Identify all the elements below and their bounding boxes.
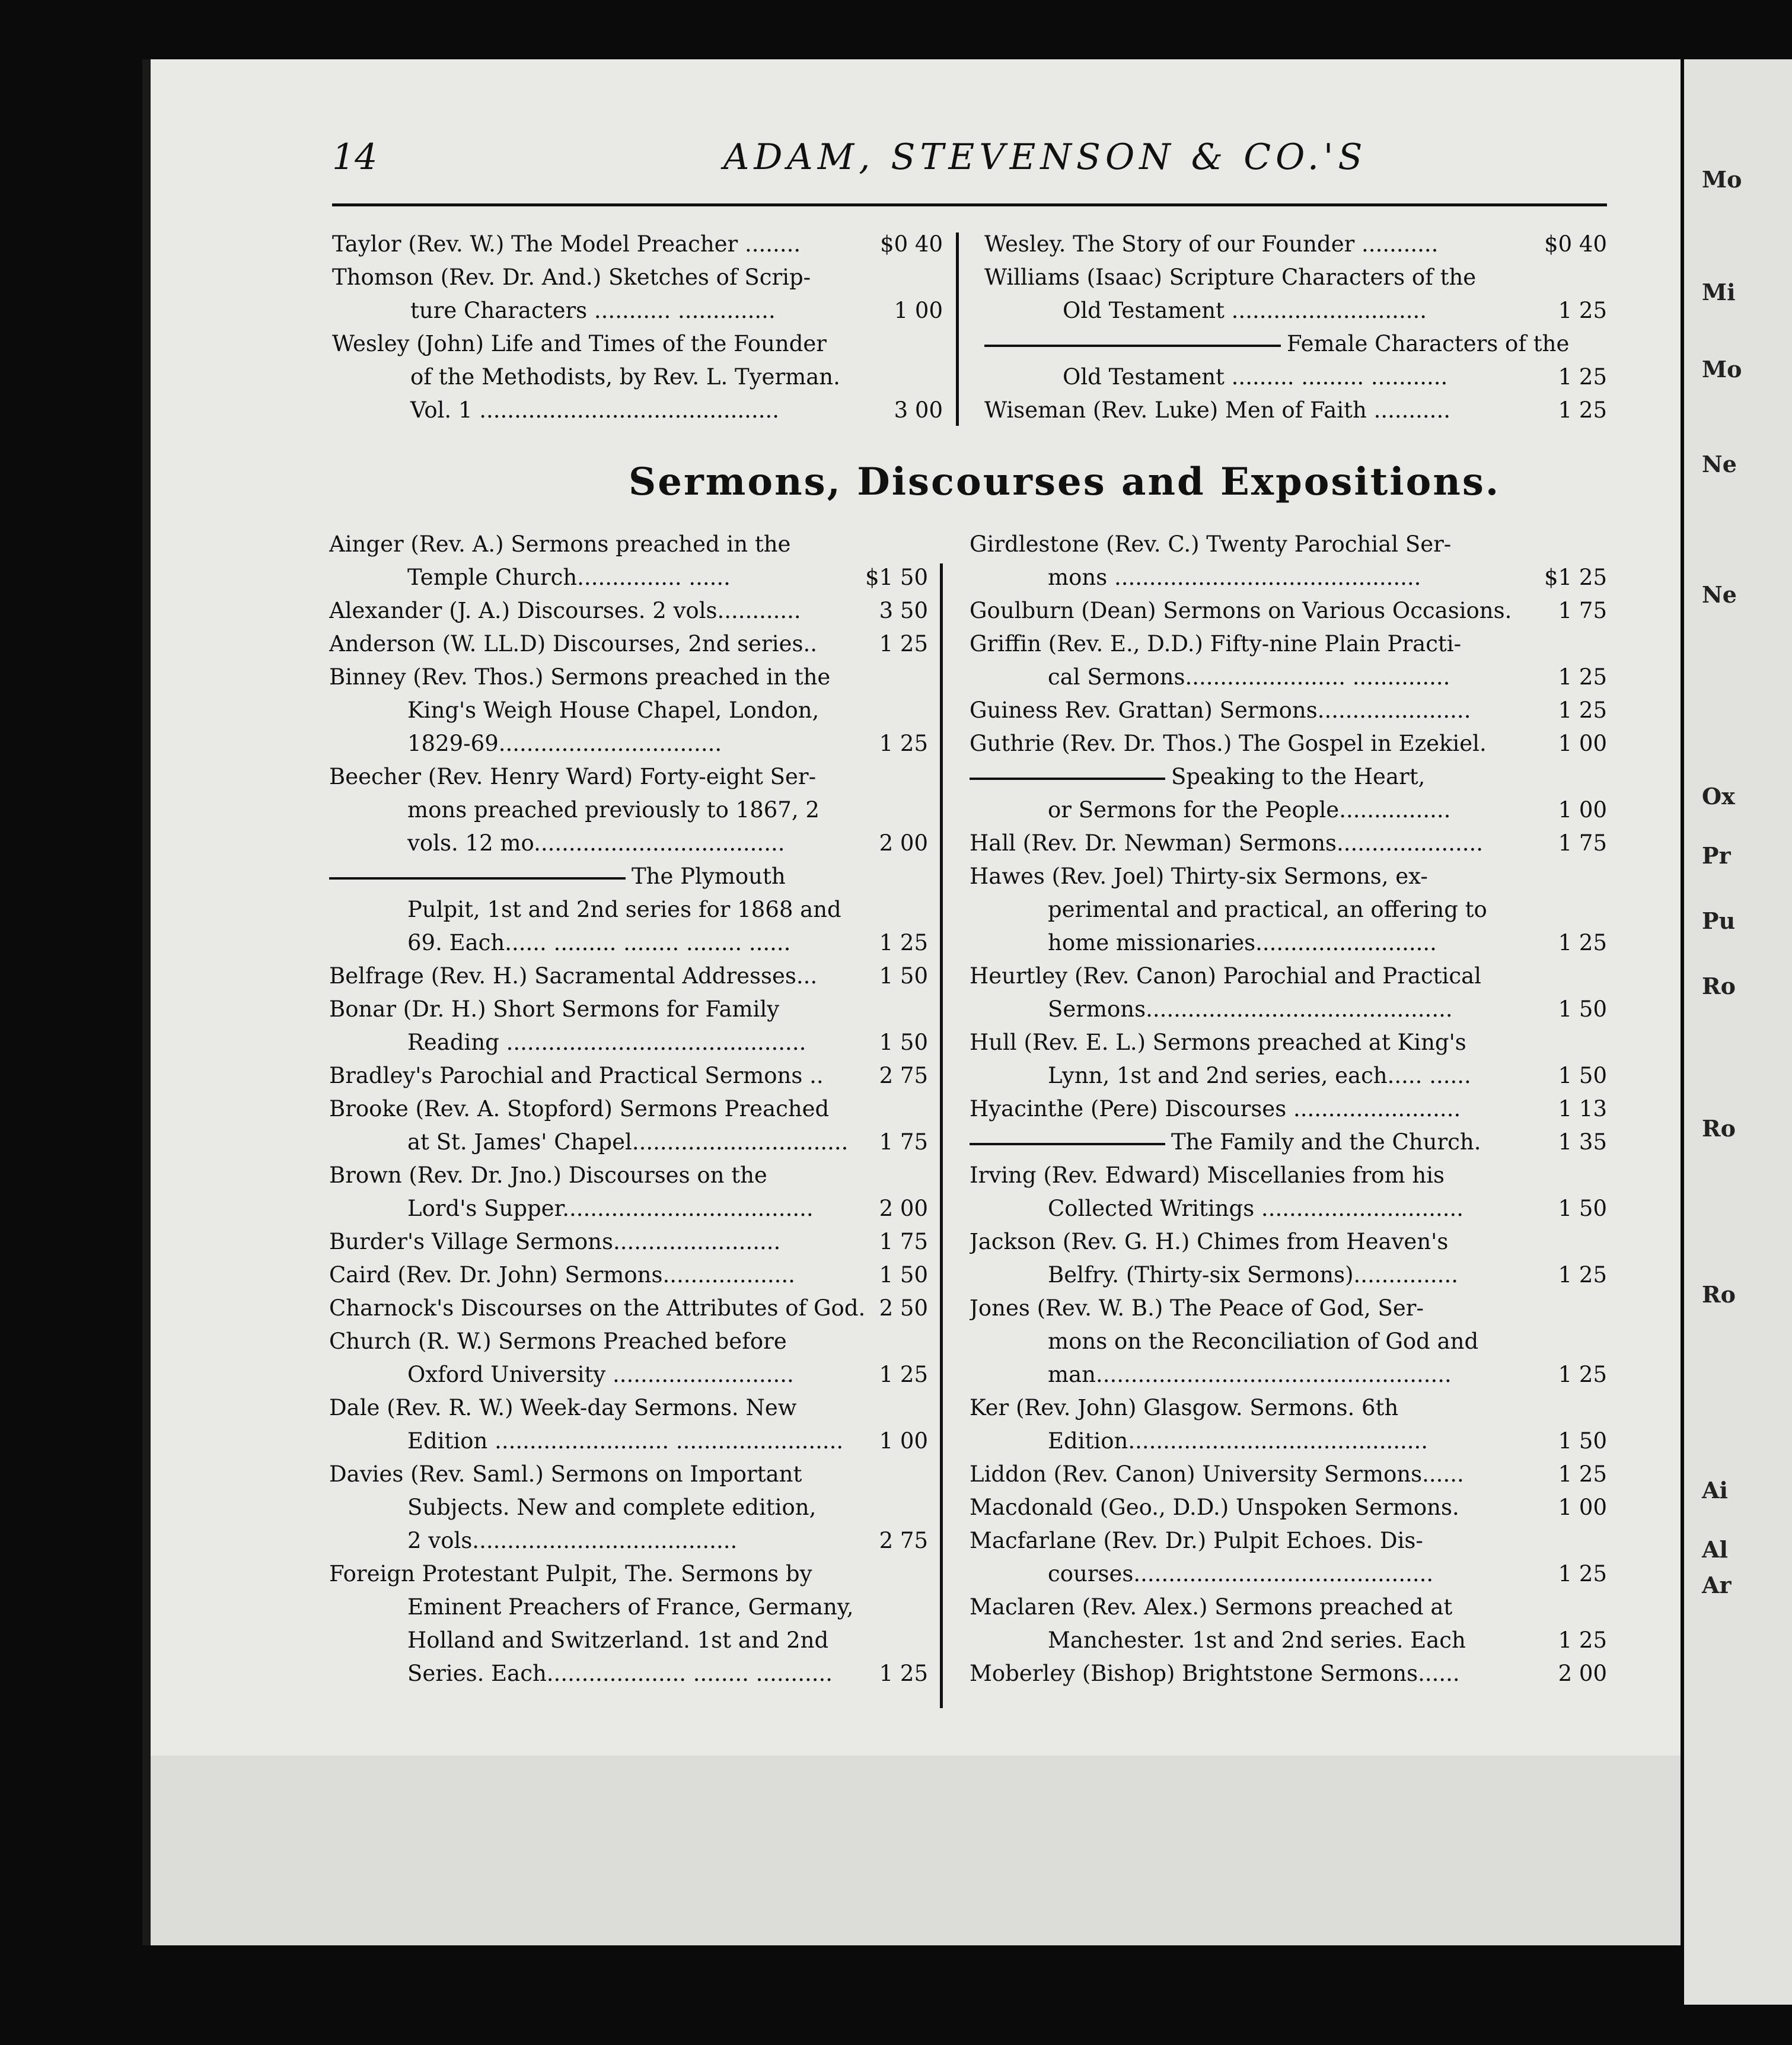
ditto-rule <box>984 345 1281 347</box>
section-heading: Sermons, Discourses and Expositions. <box>629 460 1501 504</box>
entry-price: 2 50 <box>876 1292 928 1325</box>
entry-text: Beecher (Rev. Henry Ward) Forty-eight Ser- <box>329 764 817 789</box>
catalog-entry <box>970 1225 1607 1292</box>
entry-price: 1 25 <box>1555 361 1607 394</box>
ditto-rule <box>970 778 1165 780</box>
adjacent-page-strip <box>1684 59 1792 2005</box>
entry-price: 1 25 <box>876 926 928 960</box>
entry-line <box>970 860 1607 893</box>
entry-text: Thomson (Rev. Dr. And.) Sketches of Scrip- <box>332 265 811 290</box>
catalog-entry <box>329 960 928 993</box>
entry-line <box>329 926 928 960</box>
entry-price: 3 00 <box>891 394 943 427</box>
catalog-entry <box>970 694 1607 727</box>
entry-text: Liddon (Rev. Canon) University Sermons...... <box>970 1461 1464 1487</box>
entry-line <box>329 561 928 594</box>
entry-price: 1 50 <box>1555 1425 1607 1458</box>
entry-price: 1 25 <box>1555 1259 1607 1292</box>
catalog-entry <box>970 1391 1607 1458</box>
entry-text: Irving (Rev. Edward) Miscellanies from his <box>970 1162 1445 1188</box>
entry-line <box>970 1026 1607 1059</box>
entry-line <box>970 727 1607 760</box>
entry-text: Charnock's Discourses on the Attributes of God. <box>329 1295 866 1321</box>
entry-price: 1 25 <box>1555 694 1607 727</box>
entry-line <box>970 993 1607 1026</box>
catalog-entry <box>970 960 1607 1026</box>
entry-text: or Sermons for the People................ <box>1048 797 1451 823</box>
entry-text: Hall (Rev. Dr. Newman) Sermons..................... <box>970 830 1483 856</box>
entry-text: Eminent Preachers of France, Germany, <box>407 1594 854 1620</box>
entry-line <box>970 1325 1607 1358</box>
entry-line <box>970 1458 1607 1491</box>
entry-text: perimental and practical, an offering to <box>1048 897 1487 922</box>
catalog-entry <box>984 394 1607 427</box>
entry-line <box>970 1159 1607 1192</box>
entry-line <box>970 760 1607 794</box>
entry-text: Temple Church............... ...... <box>407 565 731 590</box>
entry-line <box>970 960 1607 993</box>
entry-text: Hawes (Rev. Joel) Thirty-six Sermons, ex- <box>970 864 1428 889</box>
entry-line <box>970 1225 1607 1259</box>
entry-price: 1 00 <box>1555 1491 1607 1524</box>
entry-price: 2 00 <box>876 1192 928 1225</box>
entry-line <box>329 1026 928 1059</box>
catalog-entry <box>970 1458 1607 1491</box>
entry-price: 1 75 <box>876 1126 928 1159</box>
entry-text: Maclaren (Rev. Alex.) Sermons preached at <box>970 1594 1453 1620</box>
entry-text: Belfry. (Thirty-six Sermons)............... <box>1048 1262 1458 1288</box>
entry-line <box>970 1624 1607 1657</box>
catalog-entry <box>329 1458 928 1557</box>
entry-line <box>970 1092 1607 1126</box>
entry-price: 1 00 <box>876 1425 928 1458</box>
entry-price: 1 13 <box>1555 1092 1607 1126</box>
margin-fragment: Mi <box>1702 279 1736 305</box>
entry-line <box>970 661 1607 694</box>
entry-line <box>970 694 1607 727</box>
entry-line <box>984 228 1607 261</box>
entry-line <box>329 1524 928 1557</box>
column-divider <box>940 563 943 1708</box>
entry-line <box>970 1358 1607 1391</box>
entry-price: 1 50 <box>876 1259 928 1292</box>
entry-price: 1 35 <box>1555 1126 1607 1159</box>
entry-text: Ker (Rev. John) Glasgow. Sermons. 6th <box>970 1395 1399 1420</box>
entry-line <box>970 594 1607 627</box>
entry-line <box>970 1391 1607 1425</box>
entry-line <box>970 1292 1607 1325</box>
entry-price: 1 25 <box>1555 394 1607 427</box>
entry-text: Burder's Village Sermons........................ <box>329 1229 781 1254</box>
entry-text: Old Testament ............................ <box>1063 298 1427 323</box>
catalog-entry <box>329 1292 928 1325</box>
entry-text: mons preached previously to 1867, 2 <box>407 797 820 823</box>
entry-line <box>329 1126 928 1159</box>
margin-fragment: Ox <box>1702 783 1735 810</box>
entry-line <box>329 1225 928 1259</box>
entry-price: 3 50 <box>876 594 928 627</box>
entry-line <box>970 1259 1607 1292</box>
entry-text: Series. Each.................... ........ ........... <box>407 1661 833 1686</box>
entry-line <box>329 694 928 727</box>
entry-price: 1 25 <box>1555 1458 1607 1491</box>
catalog-entry <box>329 1159 928 1225</box>
entry-text: Old Testament ......... ......... ........... <box>1063 364 1448 390</box>
catalog-entry <box>329 627 928 661</box>
page-running-title: ADAM, STEVENSON & CO.'S <box>723 136 1367 178</box>
entry-price: 1 25 <box>1555 926 1607 960</box>
page-header <box>190 136 1607 184</box>
entry-text: Wesley. The Story of our Founder ........... <box>984 231 1439 257</box>
entry-price: 1 00 <box>891 294 943 327</box>
entry-price: 1 25 <box>1555 294 1607 327</box>
entry-text: ture Characters ........... .............. <box>410 298 776 323</box>
entry-price: $0 40 <box>1541 228 1607 261</box>
catalog-entry <box>332 228 943 261</box>
entry-line <box>329 1325 928 1358</box>
catalog-entry <box>329 860 928 960</box>
entry-line <box>970 893 1607 926</box>
entry-text: Brown (Rev. Dr. Jno.) Discourses on the <box>329 1162 767 1188</box>
entry-line <box>329 794 928 827</box>
entry-line <box>329 1557 928 1591</box>
entry-line <box>970 1491 1607 1524</box>
catalog-entry <box>329 1259 928 1292</box>
entry-price: 1 25 <box>876 1657 928 1690</box>
entry-text: Guthrie (Rev. Dr. Thos.) The Gospel in Ezekiel. <box>970 731 1487 756</box>
entry-text: Wesley (John) Life and Times of the Founder <box>332 331 827 356</box>
entry-price: 2 00 <box>876 827 928 860</box>
margin-fragment: Ar <box>1702 1572 1732 1598</box>
margin-fragment: Ro <box>1702 1115 1736 1142</box>
entry-line <box>329 993 928 1026</box>
entry-line <box>329 1159 928 1192</box>
column-divider-top <box>956 232 959 426</box>
entry-text: Belfrage (Rev. H.) Sacramental Addresses... <box>329 963 818 989</box>
entry-line <box>329 960 928 993</box>
catalog-entry <box>329 1092 928 1159</box>
entry-line <box>329 727 928 760</box>
entry-text: Hull (Rev. E. L.) Sermons preached at King's <box>970 1030 1466 1055</box>
entry-line <box>970 1425 1607 1458</box>
entry-line <box>970 794 1607 827</box>
catalog-entry <box>970 1126 1607 1159</box>
entry-line <box>984 261 1607 294</box>
entry-line <box>970 1557 1607 1591</box>
entry-text: Sermons............................................ <box>1048 996 1453 1022</box>
catalog-entry <box>984 327 1607 394</box>
entry-text: Taylor (Rev. W.) The Model Preacher ........ <box>332 231 801 257</box>
entry-text: Caird (Rev. Dr. John) Sermons................... <box>329 1262 795 1288</box>
catalog-entry <box>984 228 1607 261</box>
entry-text: Davies (Rev. Saml.) Sermons on Important <box>329 1461 802 1487</box>
entry-text: vols. 12 mo.................................... <box>407 830 785 856</box>
entry-line <box>332 228 943 261</box>
entry-line <box>329 860 928 893</box>
entry-text: Macdonald (Geo., D.D.) Unspoken Sermons. <box>970 1495 1459 1520</box>
entry-line <box>329 760 928 794</box>
entry-price: 1 50 <box>876 1026 928 1059</box>
entry-line <box>329 1624 928 1657</box>
margin-fragment: Ne <box>1702 451 1737 477</box>
entry-line <box>970 561 1607 594</box>
entry-line <box>329 827 928 860</box>
entry-line <box>329 594 928 627</box>
entry-price: $1 25 <box>1541 561 1607 594</box>
entry-text: at St. James' Chapel............................... <box>407 1129 849 1155</box>
entry-text: Brooke (Rev. A. Stopford) Sermons Preached <box>329 1096 830 1122</box>
entry-text: 1829-69................................ <box>407 731 722 756</box>
entry-line <box>970 1591 1607 1624</box>
entry-text: Ainger (Rev. A.) Sermons preached in the <box>329 531 791 557</box>
catalog-entry <box>329 760 928 860</box>
catalog-entry <box>329 528 928 594</box>
header-rule <box>332 203 1607 206</box>
entry-text: Moberley (Bishop) Brightstone Sermons...... <box>970 1661 1460 1686</box>
catalog-entry <box>329 1325 928 1391</box>
entry-text: Jackson (Rev. G. H.) Chimes from Heaven's <box>970 1229 1449 1254</box>
catalog-entry <box>332 327 943 427</box>
entry-line <box>970 528 1607 561</box>
entry-price: 1 00 <box>1555 727 1607 760</box>
entry-line <box>984 327 1607 361</box>
entry-line <box>984 294 1607 327</box>
entry-line <box>970 1192 1607 1225</box>
entry-text: Collected Writings ............................. <box>1048 1196 1464 1221</box>
entry-line <box>329 1591 928 1624</box>
entry-text: man................................................... <box>1048 1362 1452 1387</box>
entry-price: 1 25 <box>1555 1358 1607 1391</box>
catalog-entry <box>970 1026 1607 1092</box>
catalog-entry <box>970 1159 1607 1225</box>
entry-price: 1 25 <box>876 627 928 661</box>
entry-line <box>329 661 928 694</box>
catalog-entry <box>970 827 1607 860</box>
entry-line <box>329 1458 928 1491</box>
entry-line <box>329 1358 928 1391</box>
entry-line <box>332 327 943 361</box>
top-right-column <box>984 228 1607 427</box>
entry-line <box>329 627 928 661</box>
entry-line <box>970 1126 1607 1159</box>
catalog-entry <box>970 1591 1607 1657</box>
entry-price: 2 75 <box>876 1059 928 1092</box>
entry-text: The Family and the Church. <box>1171 1129 1481 1155</box>
catalog-entry <box>970 1092 1607 1126</box>
entry-price: 1 25 <box>1555 661 1607 694</box>
entry-text: Goulburn (Dean) Sermons on Various Occasions. <box>970 598 1512 623</box>
catalog-entry <box>970 727 1607 760</box>
margin-fragment: Pu <box>1702 907 1736 934</box>
right-column <box>970 528 1607 1690</box>
entry-price: 1 25 <box>876 1358 928 1391</box>
ditto-rule <box>329 877 626 880</box>
entry-line <box>970 1524 1607 1557</box>
entry-line <box>329 1059 928 1092</box>
entry-line <box>329 1092 928 1126</box>
entry-text: Lynn, 1st and 2nd series, each..... ...... <box>1048 1063 1471 1088</box>
ditto-rule <box>970 1143 1165 1145</box>
entry-price: 1 25 <box>1555 1624 1607 1657</box>
entry-price: 1 25 <box>876 727 928 760</box>
margin-fragment: Al <box>1702 1536 1728 1563</box>
entry-text: Speaking to the Heart, <box>1171 764 1426 789</box>
entry-text: Girdlestone (Rev. C.) Twenty Parochial Ser- <box>970 531 1452 557</box>
entry-price: 1 75 <box>1555 827 1607 860</box>
entry-line <box>970 1059 1607 1092</box>
entry-line <box>970 926 1607 960</box>
catalog-entry <box>970 594 1607 627</box>
catalog-entry <box>329 1391 928 1458</box>
entry-text: Jones (Rev. W. B.) The Peace of God, Ser- <box>970 1295 1424 1321</box>
entry-text: Subjects. New and complete edition, <box>407 1495 817 1520</box>
entry-text: Edition ......................... ........................ <box>407 1428 844 1454</box>
entry-line <box>329 1259 928 1292</box>
entry-text: Dale (Rev. R. W.) Week-day Sermons. New <box>329 1395 797 1420</box>
margin-fragment: Ro <box>1702 973 1736 999</box>
entry-text: Bonar (Dr. H.) Short Sermons for Family <box>329 996 780 1022</box>
entry-text: Vol. 1 ........................................... <box>410 397 779 423</box>
catalog-entry <box>970 1292 1607 1391</box>
left-column <box>329 528 928 1690</box>
entry-line <box>329 893 928 926</box>
catalog-entry <box>970 760 1607 827</box>
entry-price: 1 25 <box>1555 1557 1607 1591</box>
entry-text: Wiseman (Rev. Luke) Men of Faith ........... <box>984 397 1450 423</box>
entry-price: 1 75 <box>1555 594 1607 627</box>
catalog-entry <box>329 1557 928 1690</box>
entry-text: Heurtley (Rev. Canon) Parochial and Practical <box>970 963 1481 989</box>
entry-line <box>970 827 1607 860</box>
entry-price: 2 75 <box>876 1524 928 1557</box>
entry-text: Holland and Switzerland. 1st and 2nd <box>407 1627 829 1653</box>
entry-text: Foreign Protestant Pulpit, The. Sermons by <box>329 1561 812 1587</box>
catalog-entry <box>984 261 1607 327</box>
margin-fragment: Ai <box>1702 1477 1728 1504</box>
margin-fragment: Mo <box>1702 166 1742 193</box>
entry-line <box>329 1425 928 1458</box>
entry-line <box>329 1192 928 1225</box>
entry-text: home missionaries.......................... <box>1048 930 1437 955</box>
entry-text: mons on the Reconciliation of God and <box>1048 1329 1479 1354</box>
catalog-entry <box>329 1059 928 1092</box>
entry-line <box>970 627 1607 661</box>
entry-price: 1 00 <box>1555 794 1607 827</box>
entry-line <box>332 294 943 327</box>
entry-text: Macfarlane (Rev. Dr.) Pulpit Echoes. Dis- <box>970 1528 1423 1553</box>
entry-text: Oxford University .......................... <box>407 1362 794 1387</box>
entry-price: $1 50 <box>862 561 928 594</box>
catalog-entry <box>329 1225 928 1259</box>
margin-fragment: Ne <box>1702 581 1737 608</box>
entry-text: Binney (Rev. Thos.) Sermons preached in the <box>329 664 831 690</box>
entry-text: courses........................................... <box>1048 1561 1434 1587</box>
catalog-entry <box>970 1657 1607 1690</box>
entry-line <box>329 528 928 561</box>
entry-text: Lord's Supper.................................... <box>407 1196 814 1221</box>
entry-text: Griffin (Rev. E., D.D.) Fifty-nine Plain Practi- <box>970 631 1462 657</box>
entry-line <box>329 1391 928 1425</box>
margin-fragment: Ro <box>1702 1281 1736 1308</box>
entry-text: 2 vols...................................... <box>407 1528 738 1553</box>
entry-line <box>332 394 943 427</box>
entry-price: 2 00 <box>1555 1657 1607 1690</box>
entry-text: Reading ........................................... <box>407 1030 806 1055</box>
entry-text: 69. Each...... ......... ........ ........ ...... <box>407 930 791 955</box>
entry-text: Hyacinthe (Pere) Discourses ........................ <box>970 1096 1461 1122</box>
entry-line <box>332 361 943 394</box>
catalog-entry <box>970 528 1607 594</box>
catalog-entry <box>970 1524 1607 1591</box>
entry-text: King's Weigh House Chapel, London, <box>407 697 820 723</box>
entry-text: Female Characters of the <box>1287 331 1570 356</box>
entry-text: Guiness Rev. Grattan) Sermons...................... <box>970 697 1471 723</box>
margin-fragment: Pr <box>1702 842 1731 869</box>
entry-text: cal Sermons....................... .............. <box>1048 664 1450 690</box>
entry-text: Anderson (W. LL.D) Discourses, 2nd series.. <box>329 631 817 657</box>
entry-price: 1 50 <box>1555 1192 1607 1225</box>
entry-price: 1 75 <box>876 1225 928 1259</box>
entry-line <box>329 1657 928 1690</box>
entry-line <box>332 261 943 294</box>
entry-line <box>329 1491 928 1524</box>
entry-text: The Plymouth <box>632 864 786 889</box>
entry-text: Manchester. 1st and 2nd series. Each <box>1048 1627 1466 1653</box>
catalog-entry <box>329 661 928 760</box>
entry-line <box>984 394 1607 427</box>
page-number: 14 <box>332 136 378 178</box>
margin-fragment: Mo <box>1702 356 1742 383</box>
catalog-entry <box>970 627 1607 694</box>
entry-text: Church (R. W.) Sermons Preached before <box>329 1329 787 1354</box>
entry-text: Pulpit, 1st and 2nd series for 1868 and <box>407 897 841 922</box>
top-left-column <box>332 228 943 427</box>
entry-text: of the Methodists, by Rev. L. Tyerman. <box>410 364 840 390</box>
catalog-entry <box>329 993 928 1059</box>
entry-text: Edition........................................... <box>1048 1428 1429 1454</box>
entry-text: mons ............................................ <box>1048 565 1421 590</box>
entry-text: Alexander (J. A.) Discourses. 2 vols............ <box>329 598 801 623</box>
entry-line <box>329 1292 928 1325</box>
catalog-entry <box>970 860 1607 960</box>
entry-text: Bradley's Parochial and Practical Sermons .. <box>329 1063 824 1088</box>
entry-price: 1 50 <box>1555 993 1607 1026</box>
catalog-entry <box>970 1491 1607 1524</box>
entry-price: 1 50 <box>1555 1059 1607 1092</box>
entry-price: 1 50 <box>876 960 928 993</box>
entry-line <box>984 361 1607 394</box>
catalog-entry <box>329 594 928 627</box>
entry-price: $0 40 <box>876 228 943 261</box>
entry-text: Williams (Isaac) Scripture Characters of the <box>984 265 1477 290</box>
entry-line <box>970 1657 1607 1690</box>
catalog-entry <box>332 261 943 327</box>
